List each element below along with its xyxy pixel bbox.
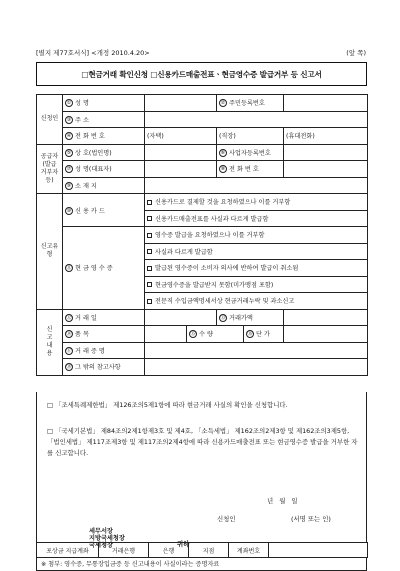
supplier-phone-label: ⑧ 전 화 번 호 <box>217 161 284 178</box>
company-name-field[interactable] <box>145 144 217 161</box>
home-phone-field[interactable]: (자택) <box>145 128 217 145</box>
card-option-1[interactable]: 신용카드로 결제할 것을 요청하였으나 이를 거부함 <box>145 194 368 211</box>
account-no-label: 계좌번호 <box>229 543 269 558</box>
page-side: (앞 쪽) <box>346 49 366 57</box>
mobile-phone-field[interactable]: (휴대전화) <box>284 128 368 145</box>
form-number: [별지 제77호서식] <개정 2010.4.20> <box>36 49 150 57</box>
business-reg-no-label: ⑥ 사업자등록번호 <box>217 144 284 161</box>
cash-option-2[interactable]: 사실과 다르게 발급함 <box>145 243 368 260</box>
attachment-note: ※ 첨부: 영수증, 무통장입금증 등 신고내용이 사실이라는 증명자료 <box>36 557 367 571</box>
report-type-section-label: 신고유형 <box>37 194 63 310</box>
reward-account-table <box>36 542 368 558</box>
resident-no-label: ② 주민등록번호 <box>217 95 284 112</box>
representative-label: ⑦ 성 명(대표자) <box>63 161 145 178</box>
item-field[interactable] <box>145 326 187 343</box>
credit-card-label: ⑩ 신 용 카 드 <box>63 194 145 227</box>
trade-amount-field[interactable] <box>284 309 368 326</box>
declaration-area <box>36 392 367 549</box>
cash-receipt-label: ⑪ 현 금 영 수 증 <box>63 227 145 310</box>
representative-field[interactable] <box>145 161 217 178</box>
trade-proof-label: ⑰ 거 래 증 명 <box>63 342 145 359</box>
report-content-section-label: 신 고 내 용 <box>37 309 63 375</box>
trade-proof-field[interactable] <box>145 342 368 359</box>
account-no-field[interactable] <box>269 543 368 558</box>
cash-option-4[interactable]: 현금영수증을 발급받지 못함(미가맹점 포함) <box>145 276 368 293</box>
branch-field[interactable]: 지점 <box>189 543 229 558</box>
location-field[interactable] <box>145 177 368 194</box>
bank-field[interactable]: 은행 <box>149 543 189 558</box>
checkbox-icon <box>147 216 152 221</box>
form-title-text: □현금거래 확인신청 □신용카드매출전표ㆍ현금영수증 발급거부 등 신고서 <box>81 69 322 79</box>
checkbox-icon <box>147 266 152 271</box>
resident-no-field[interactable] <box>284 95 368 112</box>
report-form-table <box>36 94 368 376</box>
trade-date-label: ⑫ 거 래 일 <box>63 309 145 326</box>
card-option-2[interactable]: 신용카드매출전표를 사실과 다르게 발급함 <box>145 210 368 227</box>
checkbox-icon <box>147 200 152 205</box>
supplier-phone-field[interactable] <box>284 161 368 178</box>
reward-account-label: 포상금 지급계좌 <box>37 543 99 558</box>
address-label: ③ 주 소 <box>63 111 145 128</box>
applicant-section-label: 신청인 <box>37 95 63 145</box>
form-title <box>36 62 367 86</box>
cash-option-3[interactable]: 발급된 영수증이 소비자 의사에 반하여 발급이 취소됨 <box>145 260 368 277</box>
trade-amount-label: ⑬ 거래가액 <box>217 309 284 326</box>
trade-date-field[interactable] <box>145 309 217 326</box>
signer-label: 신청인 <box>217 515 236 523</box>
other-notes-field[interactable] <box>145 359 368 376</box>
name-label: ① 성 명 <box>63 95 145 112</box>
bank-label: 거래은행 <box>99 543 149 558</box>
declaration-2: □ 「국세기본법」 제84조의2제1항제3호 및 제4호, 「소득세법」 제162조의2제3항 및 제162조의3제5항, 「법인세법」 제117조제3항 및 제117조의2제4항에 따라 신용카드매출전표 또는 현금영수증 발급을 거부한 자를 신고합니다. <box>47 427 358 458</box>
company-name-label: ⑤ 상 호(법인명) <box>63 144 145 161</box>
date-line[interactable]: 년 월 일 <box>267 497 300 505</box>
location-label: ⑨ 소 재 지 <box>63 177 145 194</box>
checkbox-icon <box>147 282 152 287</box>
office-2: 지방국세청장 <box>89 534 125 542</box>
business-reg-no-field[interactable] <box>284 144 368 161</box>
office-3: 국세청장 <box>89 541 113 549</box>
office-phone-field[interactable]: (직장) <box>217 128 284 145</box>
quantity-label: ⑮ 수 량 <box>187 326 244 343</box>
item-label: ⑭ 품 목 <box>63 326 145 343</box>
checkbox-icon <box>147 299 152 304</box>
unit-price-label: ⑯ 단 가 <box>244 326 284 343</box>
cash-option-1[interactable]: 영수증 발급을 요청하였으나 이를 거부함 <box>145 227 368 244</box>
cash-option-5[interactable]: 전문직 수입금액명세서상 현금거래누락 및 과소신고 <box>145 293 368 310</box>
checkbox-icon <box>147 249 152 254</box>
supplier-section-label: 공급자 (발급 거부자등) <box>37 144 63 194</box>
addressee-suffix: 귀하 <box>177 540 190 548</box>
phone-label: ④ 전 화 번 호 <box>63 128 145 145</box>
unit-price-field[interactable] <box>284 326 368 343</box>
checkbox-icon <box>147 233 152 238</box>
name-field[interactable] <box>145 95 217 112</box>
signature-field[interactable]: (서명 또는 인) <box>291 515 331 523</box>
office-1: 세무서장 <box>89 528 113 535</box>
declaration-1: □ 「조세특례제한법」 제126조의5제1항에 따라 현금거래 사실의 확인을 신청합니다. <box>47 401 288 409</box>
address-field[interactable] <box>145 111 368 128</box>
form-header <box>36 48 366 58</box>
other-notes-label: ⑱ 그 밖의 참고사항 <box>63 359 145 376</box>
